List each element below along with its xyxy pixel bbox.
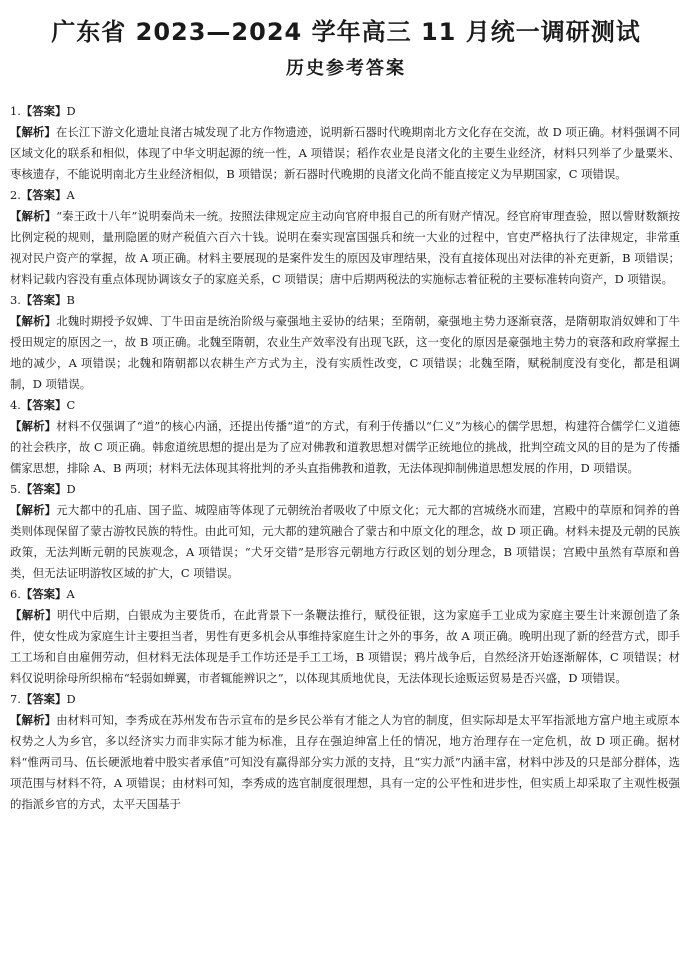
answer-value: A: [66, 188, 75, 202]
question-item: [10, 290, 680, 395]
explanation-line: [10, 311, 680, 395]
question-number: 1.: [10, 104, 21, 118]
explanation-line: [10, 416, 680, 479]
answer-line: [10, 290, 680, 311]
explanation-text: 在长江下游文化遗址良渚古城发现了北方作物遗迹，说明新石器时代晚期南北方文化存在交流，故 D 项正确。材料强调不同区域文化的联系和相似，体现了中华文明起源的统一性，A 项错误；稻作农业是良渚文化的主要生业经济，材料只列举了少量粟米、枣核遗存，不能说明南北方生业经济相似，B 项错误；新石器时代晚期的良渚文化尚不能直接定义为早期国家，C 项错误。: [10, 125, 680, 181]
answer-line: [10, 395, 680, 416]
answers-list: [10, 101, 680, 815]
explanation-text: 材料不仅强调了“道”的核心内涵，还提出传播“道”的方式，有利于传播以“仁义”为核心的儒学思想，构建符合儒学仁义道德的社会秩序，故 C 项正确。韩愈道统思想的提出是为了应对佛教和道教思想对儒学正统地位的挑战，批判空疏文风的目的是为了传播儒家思想，排除 A、B 两项；材料无法体现其将批判的矛头直指佛教和道教，无法体现抑制佛道思想发展的作用，D 项错误。: [10, 419, 680, 475]
explanation-label: 【解析】: [10, 503, 57, 517]
explanation-line: [10, 605, 680, 689]
page-subtitle: 历史参考答案: [286, 58, 406, 79]
question-number: 7.: [10, 692, 21, 706]
answer-line: [10, 479, 680, 500]
question-item: [10, 479, 680, 584]
answer-label: 【答案】: [20, 692, 67, 706]
answer-label: 【答案】: [20, 188, 67, 202]
explanation-line: [10, 500, 680, 584]
question-number: 6.: [10, 587, 21, 601]
answer-label: 【答案】: [20, 104, 67, 118]
answer-value: B: [66, 293, 75, 307]
question-number: 3.: [10, 293, 21, 307]
explanation-label: 【解析】: [10, 608, 58, 622]
answer-label: 【答案】: [20, 482, 67, 496]
question-item: [10, 185, 680, 290]
explanation-text: 北魏时期授予奴婢、丁牛田亩是统治阶级与豪强地主妥协的结果；至隋朝，豪强地主势力逐渐衰落，是隋朝取消奴婢和丁牛授田规定的原因之一，故 B 项正确。北魏至隋朝，农业生产效率没有出现飞跃，这一变化的原因是豪强地主势力的衰落和政府掌握土地的减少，A 项错误；北魏和隋朝都以农耕生产方式为主，没有实质性改变，C 项错误；北魏至隋，赋税制度没有变化，都是租调制，D 项错误。: [10, 314, 680, 391]
explanation-label: 【解析】: [10, 713, 57, 727]
explanation-label: 【解析】: [10, 314, 57, 328]
answer-label: 【答案】: [20, 587, 67, 601]
explanation-text: 元大都中的孔庙、国子监、城隍庙等体现了元朝统治者吸收了中原文化；元大都的宫城绕水而建，宫殿中的草原和饲养的兽类则体现保留了蒙古游牧民族的特性。由此可知，元大都的建筑融合了蒙古和中原文化的理念，故 D 项正确。材料未提及元朝的民族政策，无法判断元朝的民族观念，A 项错误；“犬牙交错”是形容元朝地方行政区划的划分理念，B 项错误；宫殿中虽然有草原和兽类，但无法证明游牧区域的扩大，C 项错误。: [10, 503, 680, 580]
question-item: [10, 101, 680, 185]
answer-label: 【答案】: [20, 293, 67, 307]
explanation-label: 【解析】: [10, 419, 57, 433]
answer-line: [10, 185, 680, 206]
answer-value: D: [66, 692, 76, 706]
answer-value: D: [66, 104, 76, 118]
question-number: 5.: [10, 482, 21, 496]
answer-line: [10, 584, 680, 605]
question-item: [10, 395, 680, 479]
answer-value: C: [66, 398, 76, 412]
question-item: [10, 689, 680, 815]
explanation-line: [10, 206, 680, 290]
answer-label: 【答案】: [20, 398, 67, 412]
explanation-label: 【解析】: [10, 209, 57, 223]
explanation-line: [10, 122, 680, 185]
explanation-text: “秦王政十八年”说明秦尚未一统。按照法律规定应主动向官府申报自己的所有财产情况。经官府审理查验，照以訾财数额按比例定税的规则，量刑隐匿的财产税值六百六十钱。说明在秦实现富国强兵和统一大业的过程中，官吏严格执行了法律规定，非常重视对民户资产的掌握，故 A 项正确。材料主要展现的是案件发生的原因及审理结果，没有直接体现出对法律的补充更新，B 项错误；材料记载内容没有重点体现协调该女子的家庭关系，C 项错误；唐中后期两税法的实施标志着征税的主要标准转向资产，D 项错误。: [10, 209, 680, 286]
explanation-text: 明代中后期，白银成为主要货币，在此背景下一条鞭法推行，赋役征银，这为家庭手工业成为家庭主要生计来源创造了条件，使女性成为家庭生计主要担当者，男性有更多机会从事维持家庭生计之外的事务，故 A 项正确。晚明出现了新的经营方式，即手工工场和自由雇佣劳动，但材料无法体现是手工作坊还是手工工场，B 项错误；鸦片战争后，自然经济开始逐渐解体，C 项错误；材料仅说明徐母所织棉布“轻弱如蝉翼，市者辄能辨识之”，以体现其质地优良，无法体现长途贩运贸易是否兴盛，D 项错误。: [10, 608, 680, 685]
explanation-label: 【解析】: [10, 125, 56, 139]
answer-value: A: [66, 587, 75, 601]
answer-line: [10, 101, 680, 122]
explanation-text: 由材料可知，李秀成在苏州发布告示宣布的是乡民公举有才能之人为官的制度，但实际却是太平军指派地方富户地主或原本权势之人为乡官，多以经济实力而非实际才能为标准，且存在强迫绅富上任的情况，地方治理存在一定危机，故 D 项正确。据材料“惟两司马、伍长硬派地着中股实者承值”可知没有赢得部分实力派的支持，且“实力派”内涵丰富，材料中涉及的只是部分群体，选项范围与材料不符，A 项错误；由材料可知，李秀成的选官制度很理想，具有一定的公平性和进步性，但实质上却采取了主观性极强的指派乡官的方式，太平天国基于: [10, 713, 680, 811]
question-number: 2.: [10, 188, 21, 202]
answer-line: [10, 689, 680, 710]
question-item: [10, 584, 680, 689]
explanation-line: [10, 710, 680, 815]
answer-value: D: [66, 482, 76, 496]
page-title: 广东省 2023—2024 学年高三 11 月统一调研测试: [51, 18, 641, 46]
question-number: 4.: [10, 398, 21, 412]
